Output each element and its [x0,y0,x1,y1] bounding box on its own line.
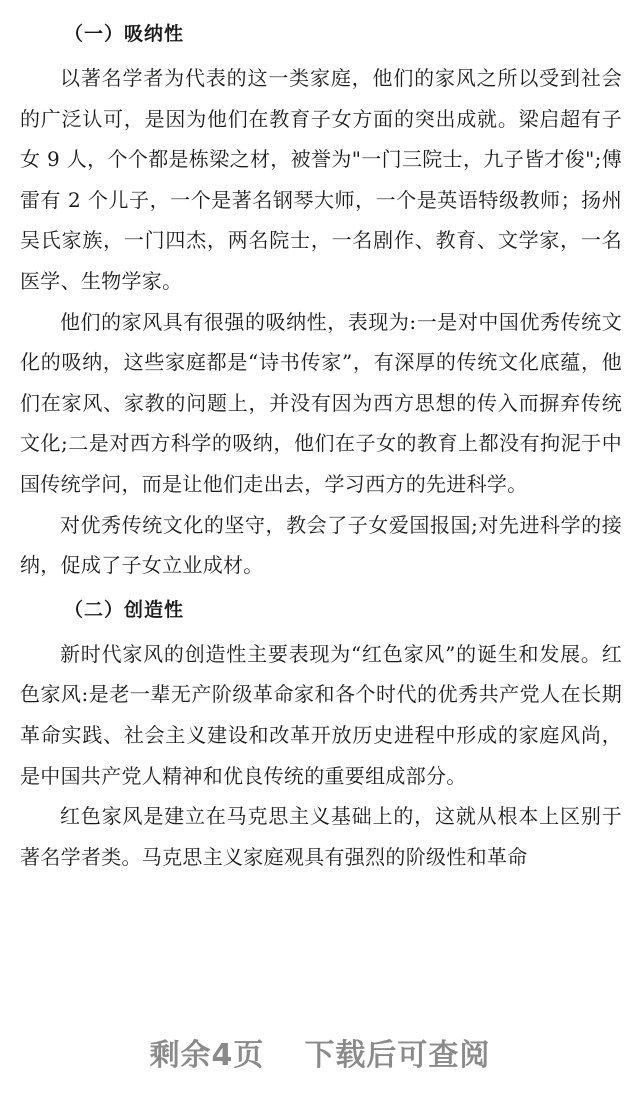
section-heading-creativity: （二）创造性 [64,598,185,621]
paragraph: 新时代家风的创造性主要表现为“红色家风”的诞生和发展。红色家风:是老一辈无产阶级革命家和各个时代的优秀共产党人在长期革命实践、社会主义建设和改革开放历史进程中形成的家庭风尚，是中国共产党人精神和优良传统的重要组成部分。 [20,641,622,788]
download-to-view-label: 下载后可查阅 [304,1038,491,1073]
document-page [20,10,622,877]
paragraph: 他们的家风具有很强的吸纳性，表现为:一是对中国优秀传统文化的吸纳，这些家庭都是“诗书传家”，有深厚的传统文化底蕴，他们在家风、家教的问题上，并没有因为西方思想的传入而摒弃传统文化;二是对西方科学的吸纳，他们在子女的教育上都没有拘泥于中国传统学问，而是让他们走出去，学习西方的先进科学。 [20,309,622,496]
paragraph: 以著名学者为代表的这一类家庭，他们的家风之所以受到社会的广泛认可，是因为他们在教育子女方面的突出成就。梁启超有子女 9 人，个个都是栋梁之材，被誉为"一门三院士，九子皆才俊";傅雷有 2 个儿子，一个是著名钢琴大师，一个是英语特级教师；扬州吴氏家族，一门四杰，两名院士，一名剧作、教育、文学家，一名医学、生物学家。 [20,66,622,293]
remaining-pages-label: 剩余4页 [149,1038,265,1073]
download-prompt[interactable] [0,1030,640,1074]
paragraph: 红色家风是建立在马克思主义基础上的，这就从根本上区别于著名学者类。马克思主义家庭观具有强烈的阶级性和革命 [20,804,622,869]
paragraph: 对优秀传统文化的坚守，教会了子女爱国报国;对先进科学的接纳，促成了子女立业成材。 [20,512,622,578]
section-heading-absorption: （一）吸纳性 [64,23,185,45]
